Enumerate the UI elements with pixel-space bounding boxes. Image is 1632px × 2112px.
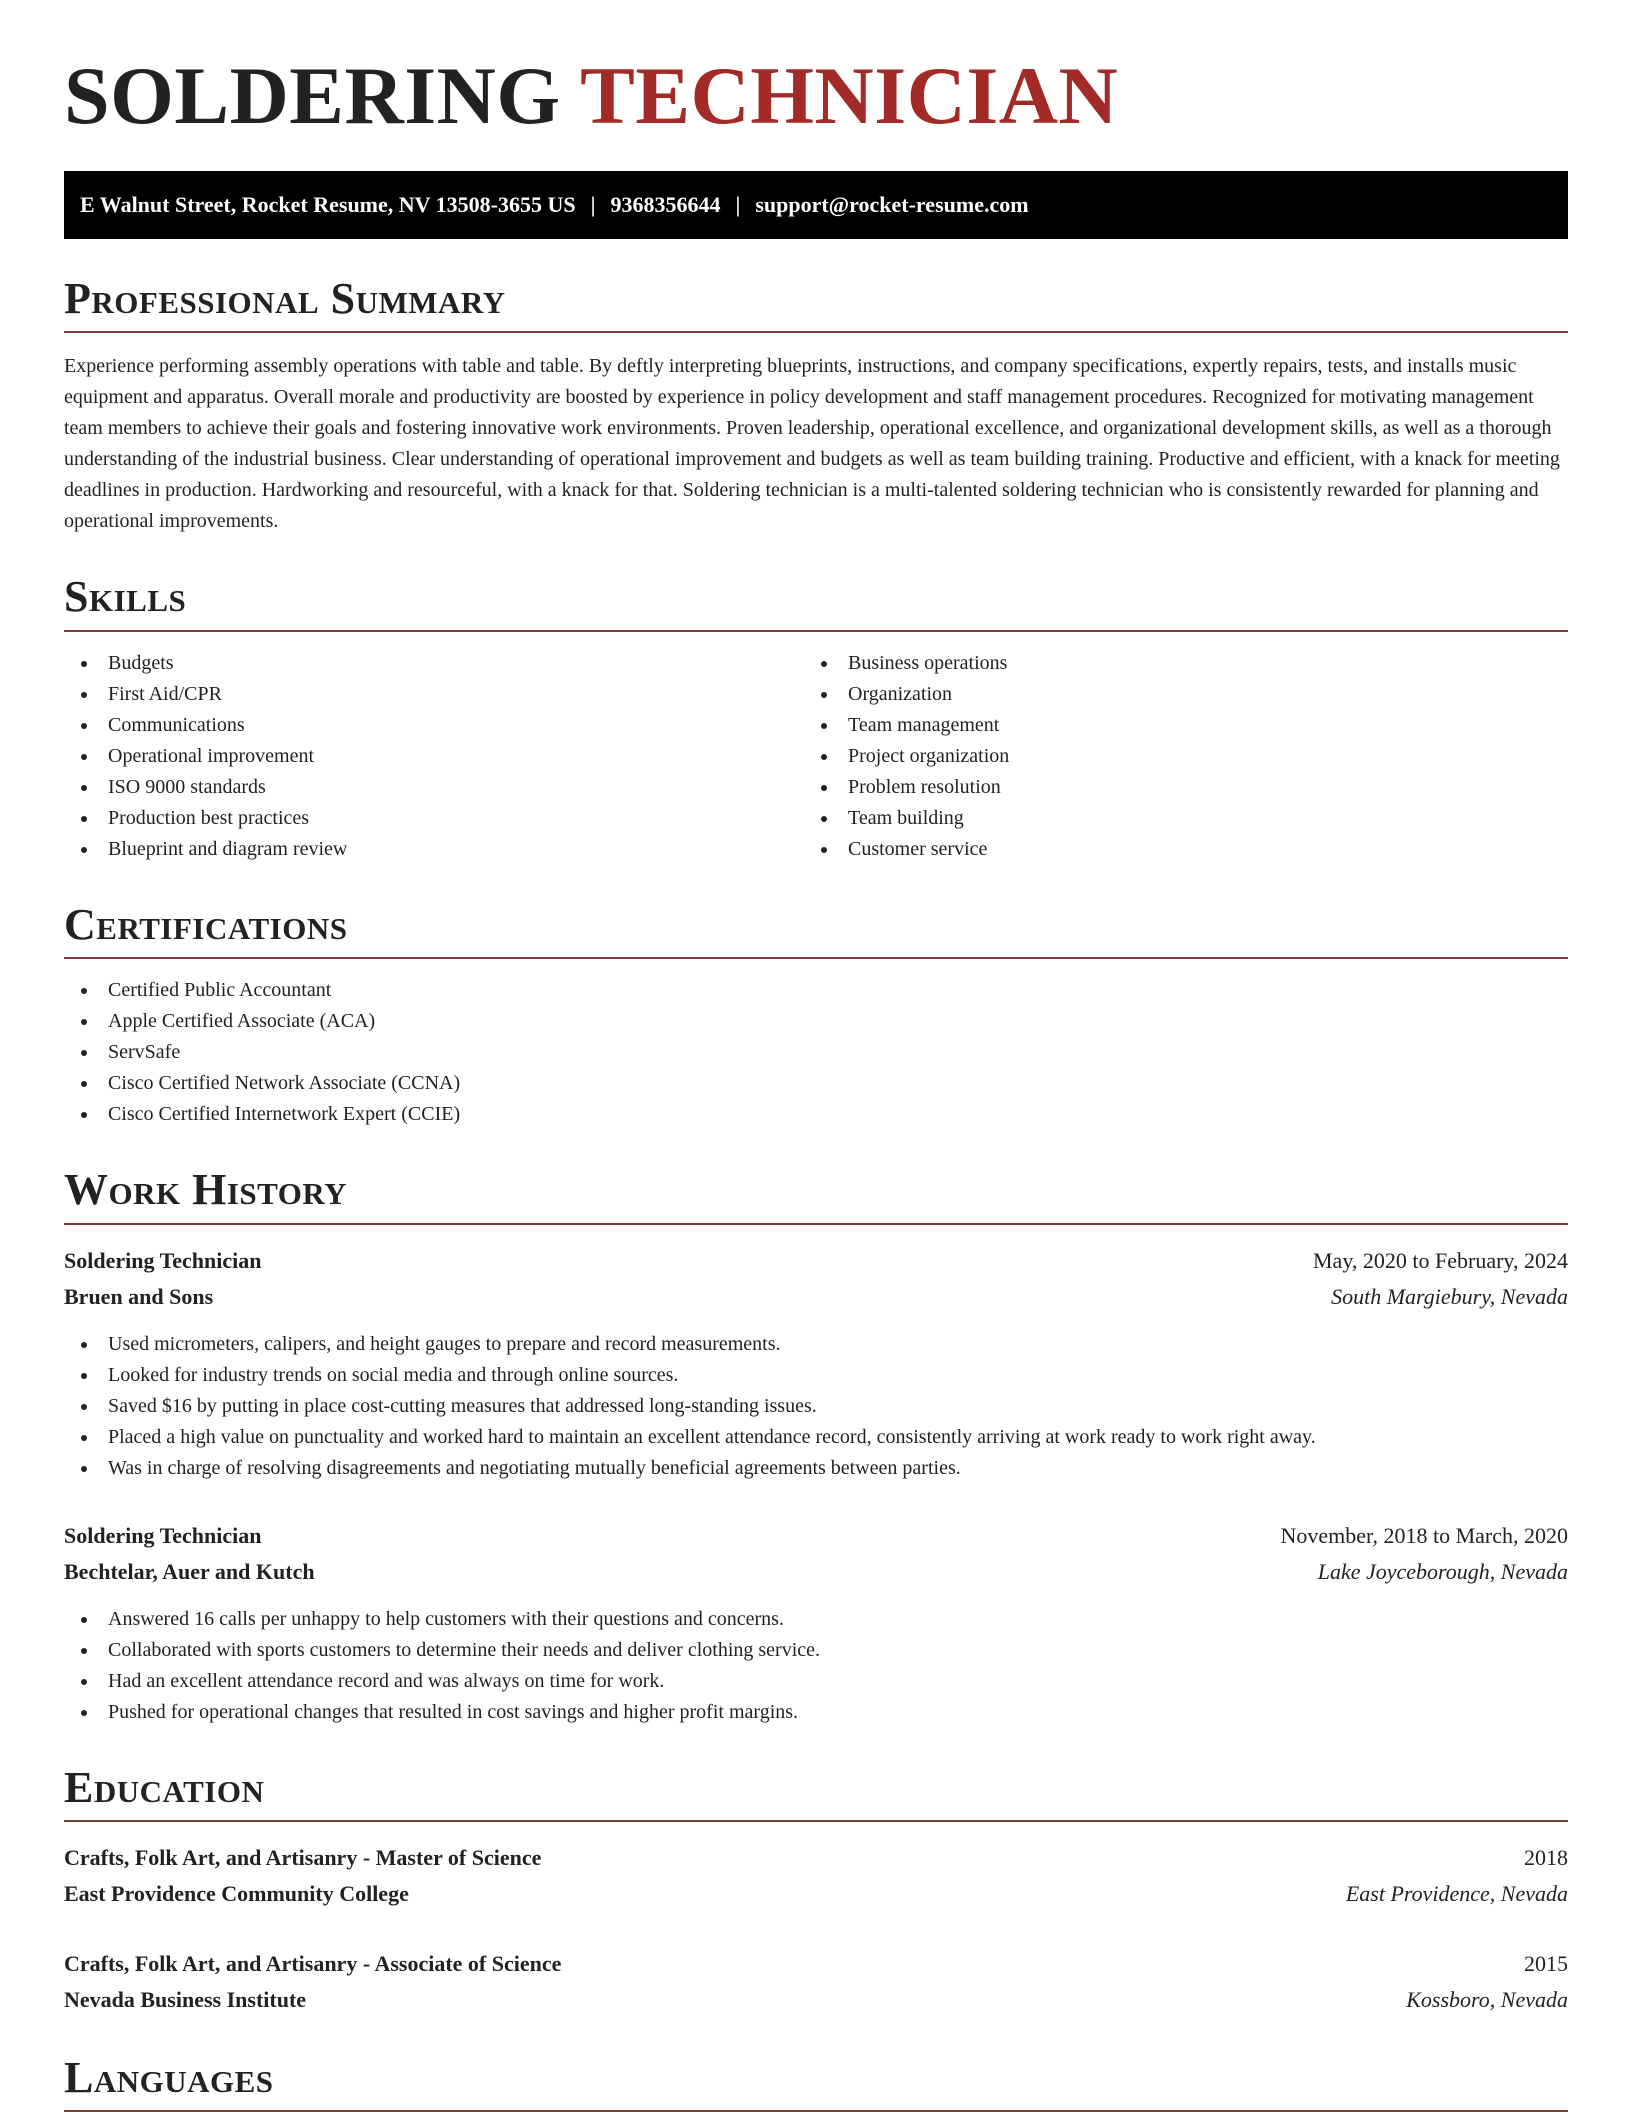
skill-item: Organization	[804, 679, 1544, 710]
education-entry	[64, 1840, 1568, 1912]
education-location: Kossboro, Nevada	[1406, 1986, 1568, 2012]
contact-address: E Walnut Street, Rocket Resume, NV 13508-3655 US	[80, 192, 576, 217]
education-section	[64, 1764, 1568, 2018]
job-entry	[64, 1243, 1568, 1484]
contact-phone: 9368356644	[610, 192, 721, 217]
skills-grid	[64, 632, 1568, 865]
job-location: Lake Joyceborough, Nevada	[1317, 1558, 1568, 1584]
contact-separator: |	[590, 192, 596, 217]
certification-item: Apple Certified Associate (ACA)	[64, 1006, 1568, 1037]
contact-email: support@rocket-resume.com	[755, 192, 1029, 217]
skills-section	[64, 573, 1568, 864]
education-heading: Education	[64, 1764, 1568, 1822]
contact-bar	[64, 171, 1568, 239]
education-header	[64, 1946, 1568, 1982]
skill-item: Budgets	[64, 648, 804, 679]
education-degree: Crafts, Folk Art, and Artisanry - Associate of Science	[64, 1950, 562, 1976]
skills-list-right	[804, 648, 1544, 865]
job-dates: May, 2020 to February, 2024	[1313, 1247, 1568, 1273]
contact-separator: |	[735, 192, 741, 217]
education-subheader	[64, 1982, 1568, 2018]
name-last: TECHNICIAN	[580, 50, 1119, 141]
certification-item: Cisco Certified Network Associate (CCNA)	[64, 1068, 1568, 1099]
job-duty: Pushed for operational changes that resulted in cost savings and higher profit margins.	[64, 1697, 1568, 1728]
education-school: East Providence Community College	[64, 1880, 409, 1906]
job-duty: Was in charge of resolving disagreements and negotiating mutually beneficial agreements between parties.	[64, 1453, 1568, 1484]
education-header	[64, 1840, 1568, 1876]
skill-item: Customer service	[804, 834, 1544, 865]
skill-item: Project organization	[804, 741, 1544, 772]
work-section	[64, 1166, 1568, 1727]
job-header	[64, 1243, 1568, 1279]
job-dates: November, 2018 to March, 2020	[1280, 1522, 1568, 1548]
certification-item: ServSafe	[64, 1037, 1568, 1068]
job-subheader	[64, 1554, 1568, 1590]
certifications-list	[64, 975, 1568, 1130]
job-duty: Placed a high value on punctuality and worked hard to maintain an excellent attendance record, consistently arriving at work ready to work right away.	[64, 1422, 1568, 1453]
certifications-heading: Certifications	[64, 901, 1568, 959]
summary-text: Experience performing assembly operations with table and table. By deftly interpreting blueprints, instructions, and company specifications, expertly repairs, tests, and installs music equipment and apparatus. Overall morale and productivity are boosted by experience in policy development and staff management procedures. Recognized for motivating management team members to achieve their goals and fostering innovative work environments. Proven leadership, operational excellence, and organizational development skills, as well as a thorough understanding of the industrial business. Clear understanding of operational improvement and budgets as well as team building training. Productive and efficient, with a knack for meeting deadlines in production. Hardworking and resourceful, with a knack for that. Soldering technician is a multi-talented soldering technician who is consistently rewarded for planning and operational improvements.	[64, 355, 1560, 533]
job-header	[64, 1518, 1568, 1554]
skill-item: Team building	[804, 803, 1544, 834]
job-duty: Had an excellent attendance record and was always on time for work.	[64, 1666, 1568, 1697]
education-entry	[64, 1946, 1568, 2018]
certification-item: Certified Public Accountant	[64, 975, 1568, 1006]
languages-heading: Languages	[64, 2054, 1568, 2112]
job-company: Bruen and Sons	[64, 1283, 214, 1309]
certification-item: Cisco Certified Internetwork Expert (CCIE)	[64, 1099, 1568, 1130]
skill-item: Blueprint and diagram review	[64, 834, 804, 865]
skill-item: Business operations	[804, 648, 1544, 679]
resume-name	[64, 50, 1568, 141]
education-year: 2018	[1524, 1844, 1568, 1870]
job-company: Bechtelar, Auer and Kutch	[64, 1558, 315, 1584]
skills-list-left	[64, 648, 804, 865]
job-role: Soldering Technician	[64, 1247, 262, 1273]
work-heading: Work History	[64, 1166, 1568, 1224]
job-role: Soldering Technician	[64, 1522, 262, 1548]
job-duty: Collaborated with sports customers to determine their needs and deliver clothing service.	[64, 1635, 1568, 1666]
skill-item: ISO 9000 standards	[64, 772, 804, 803]
education-school: Nevada Business Institute	[64, 1986, 307, 2012]
education-degree: Crafts, Folk Art, and Artisanry - Master of Science	[64, 1844, 542, 1870]
job-duty: Answered 16 calls per unhappy to help customers with their questions and concerns.	[64, 1604, 1568, 1635]
job-location: South Margiebury, Nevada	[1331, 1283, 1568, 1309]
education-year: 2015	[1524, 1950, 1568, 1976]
job-duties	[64, 1604, 1568, 1728]
summary-heading: Professional Summary	[64, 275, 1568, 333]
certifications-section	[64, 901, 1568, 1130]
job-duty: Looked for industry trends on social media and through online sources.	[64, 1360, 1568, 1391]
job-duties	[64, 1329, 1568, 1484]
skill-item: Production best practices	[64, 803, 804, 834]
education-location: East Providence, Nevada	[1345, 1880, 1568, 1906]
education-subheader	[64, 1876, 1568, 1912]
summary-section	[64, 275, 1568, 537]
job-duty: Used micrometers, calipers, and height gauges to prepare and record measurements.	[64, 1329, 1568, 1360]
skills-heading: Skills	[64, 573, 1568, 631]
job-subheader	[64, 1279, 1568, 1315]
languages-section	[64, 2054, 1568, 2112]
skill-item: Communications	[64, 710, 804, 741]
name-first: SOLDERING	[64, 50, 561, 141]
job-entry	[64, 1518, 1568, 1728]
skill-item: Problem resolution	[804, 772, 1544, 803]
skill-item: Team management	[804, 710, 1544, 741]
skill-item: First Aid/CPR	[64, 679, 804, 710]
skill-item: Operational improvement	[64, 741, 804, 772]
job-duty: Saved $16 by putting in place cost-cutting measures that addressed long-standing issues.	[64, 1391, 1568, 1422]
